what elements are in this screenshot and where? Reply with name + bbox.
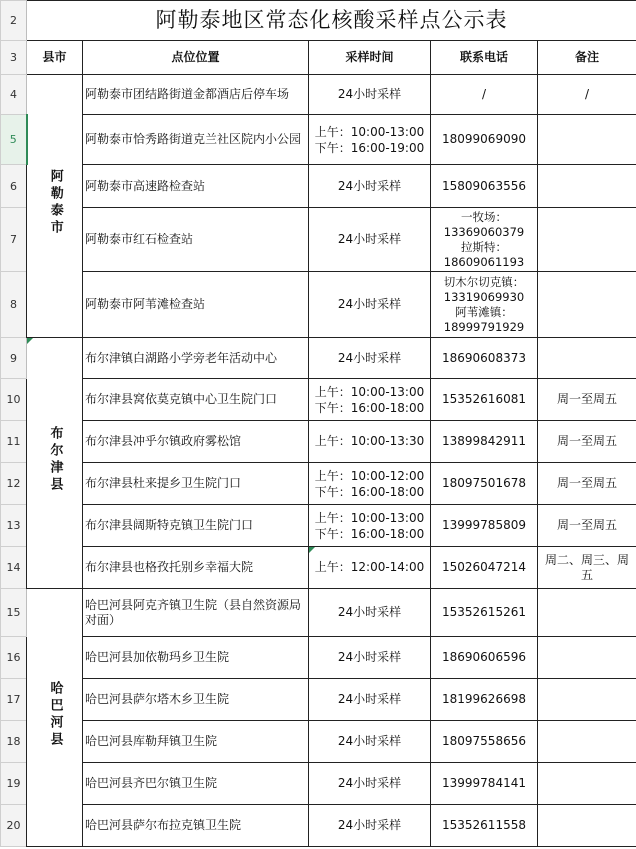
time-pm: 下午：16:00-18:00 xyxy=(314,484,425,499)
county-name: 哈巴河县 xyxy=(47,680,63,749)
location-cell[interactable]: 布尔津县窝依莫克镇中心卫生院门口 xyxy=(83,379,309,421)
table-row xyxy=(1,547,636,589)
table-row xyxy=(1,721,636,763)
header-remark[interactable]: 备注 xyxy=(538,41,636,75)
table-row xyxy=(1,165,636,208)
row-number[interactable]: 12 xyxy=(1,463,27,505)
location-cell[interactable]: 布尔津县冲乎尔镇政府雾松馆 xyxy=(83,421,309,463)
phone-line: 18609061193 xyxy=(443,254,525,269)
phone-line: 一牧场： xyxy=(461,209,507,224)
remark-cell[interactable] xyxy=(538,589,636,637)
time-cell[interactable]: 上午：12:00-14:00 xyxy=(309,547,431,589)
table-title[interactable]: 阿勒泰地区常态化核酸采样点公示表 xyxy=(27,1,636,41)
table-row xyxy=(1,421,636,463)
row-number[interactable]: 11 xyxy=(1,421,27,463)
time-pm: 下午：16:00-18:00 xyxy=(314,400,425,415)
row-number[interactable]: 8 xyxy=(1,272,27,338)
table-row xyxy=(1,679,636,721)
phone-cell[interactable]: 18097558656 xyxy=(431,721,538,763)
location-cell[interactable]: 阿勒泰市阿苇滩检查站 xyxy=(83,272,309,338)
remark-cell[interactable] xyxy=(538,721,636,763)
phone-line: 切木尔切克镇： xyxy=(443,274,525,289)
remark-cell[interactable] xyxy=(538,679,636,721)
phone-line: 拉斯特： xyxy=(461,239,507,254)
remark-cell[interactable] xyxy=(538,208,636,272)
phone-cell[interactable]: 18099069090 xyxy=(431,115,538,165)
time-cell[interactable]: 24小时采样 xyxy=(309,721,431,763)
header-row xyxy=(1,41,636,75)
phone-line: 13369060379 xyxy=(443,224,525,239)
time-cell[interactable]: 24小时采样 xyxy=(309,338,431,379)
time-cell[interactable]: 24小时采样 xyxy=(309,75,431,115)
time-am: 上午：10:00-12:00 xyxy=(314,468,425,483)
phone-cell[interactable]: 13899842911 xyxy=(431,421,538,463)
phone-cell[interactable]: / xyxy=(431,75,538,115)
time-cell[interactable]: 24小时采样 xyxy=(309,805,431,847)
remark-cell[interactable]: 周一至周五 xyxy=(538,505,636,547)
row-number[interactable]: 3 xyxy=(1,41,27,75)
phone-line: 阿苇滩镇： xyxy=(455,304,513,319)
location-cell[interactable]: 哈巴河县萨尔塔木乡卫生院 xyxy=(83,679,309,721)
header-location[interactable]: 点位位置 xyxy=(83,41,309,75)
table-row xyxy=(1,75,636,115)
table-row xyxy=(1,505,636,547)
row-number[interactable]: 4 xyxy=(1,75,27,115)
row-number[interactable]: 17 xyxy=(1,679,27,721)
phone-cell[interactable]: 18199626698 xyxy=(431,679,538,721)
location-cell[interactable]: 阿勒泰市红石检查站 xyxy=(83,208,309,272)
row-number[interactable]: 7 xyxy=(1,208,27,272)
county-name: 阿勒泰市 xyxy=(47,169,63,237)
phone-cell[interactable]: 18690606596 xyxy=(431,637,538,679)
header-phone[interactable]: 联系电话 xyxy=(431,41,538,75)
time-pm: 下午：16:00-18:00 xyxy=(314,526,425,541)
phone-cell[interactable] xyxy=(431,208,538,272)
location-cell[interactable]: 布尔津镇白湖路小学旁老年活动中心 xyxy=(83,338,309,379)
row-number[interactable]: 5 xyxy=(1,115,27,165)
row-number[interactable]: 20 xyxy=(1,805,27,847)
location-cell[interactable]: 哈巴河县阿克齐镇卫生院（县自然资源局对面） xyxy=(83,589,309,637)
location-cell[interactable]: 布尔津县阔斯特克镇卫生院门口 xyxy=(83,505,309,547)
time-cell[interactable]: 24小时采样 xyxy=(309,763,431,805)
remark-cell[interactable]: / xyxy=(538,75,636,115)
row-number[interactable]: 14 xyxy=(1,547,27,589)
time-cell[interactable]: 24小时采样 xyxy=(309,637,431,679)
table-row xyxy=(1,115,636,165)
phone-line: 18999791929 xyxy=(443,319,525,334)
remark-cell[interactable] xyxy=(538,637,636,679)
time-am: 上午：10:00-13:00 xyxy=(314,384,425,399)
time-cell[interactable]: 上午：10:00-13:30 xyxy=(309,421,431,463)
phone-cell[interactable]: 15809063556 xyxy=(431,165,538,208)
remark-cell[interactable] xyxy=(538,763,636,805)
location-cell[interactable]: 哈巴河县库勒拜镇卫生院 xyxy=(83,721,309,763)
location-cell[interactable]: 阿勒泰市恰秀路街道克兰社区院内小公园 xyxy=(83,115,309,165)
location-cell[interactable]: 哈巴河县齐巴尔镇卫生院 xyxy=(83,763,309,805)
row-number[interactable]: 10 xyxy=(1,379,27,421)
location-cell[interactable]: 哈巴河县萨尔布拉克镇卫生院 xyxy=(83,805,309,847)
remark-cell[interactable] xyxy=(538,165,636,208)
title-row xyxy=(1,1,636,41)
location-cell[interactable]: 阿勒泰市团结路街道金都酒店后停车场 xyxy=(83,75,309,115)
phone-cell[interactable]: 18690608373 xyxy=(431,338,538,379)
row-number[interactable]: 9 xyxy=(1,338,27,379)
remark-cell[interactable]: 周一至周五 xyxy=(538,379,636,421)
time-pm: 下午：16:00-19:00 xyxy=(314,140,425,155)
phone-cell[interactable]: 15352615261 xyxy=(431,589,538,637)
time-cell[interactable]: 24小时采样 xyxy=(309,679,431,721)
location-cell[interactable]: 布尔津县杜来提乡卫生院门口 xyxy=(83,463,309,505)
county-cell-burqin[interactable] xyxy=(27,338,83,589)
time-cell[interactable] xyxy=(309,463,431,505)
table-row xyxy=(1,763,636,805)
row-number[interactable]: 6 xyxy=(1,165,27,208)
remark-cell[interactable] xyxy=(538,805,636,847)
county-cell-altay[interactable] xyxy=(27,75,83,338)
table-row xyxy=(1,379,636,421)
phone-cell[interactable]: 18097501678 xyxy=(431,463,538,505)
time-am: 上午：10:00-13:00 xyxy=(314,124,425,139)
location-cell[interactable]: 阿勒泰市高速路检查站 xyxy=(83,165,309,208)
row-number[interactable]: 16 xyxy=(1,637,27,679)
table-row xyxy=(1,272,636,338)
time-cell[interactable]: 24小时采样 xyxy=(309,589,431,637)
time-am: 上午：10:00-13:00 xyxy=(314,510,425,525)
phone-cell[interactable]: 13999784141 xyxy=(431,763,538,805)
remark-cell[interactable] xyxy=(538,272,636,338)
table-row xyxy=(1,637,636,679)
location-cell[interactable]: 哈巴河县加依勒玛乡卫生院 xyxy=(83,637,309,679)
row-number[interactable]: 13 xyxy=(1,505,27,547)
row-number[interactable]: 2 xyxy=(1,1,27,41)
table-row xyxy=(1,208,636,272)
phone-cell[interactable] xyxy=(431,272,538,338)
time-cell[interactable]: 24小时采样 xyxy=(309,272,431,338)
time-cell[interactable] xyxy=(309,505,431,547)
time-cell[interactable] xyxy=(309,115,431,165)
row-number[interactable]: 18 xyxy=(1,721,27,763)
row-number[interactable]: 15 xyxy=(1,589,27,637)
location-cell[interactable]: 布尔津县也格孜托别乡幸福大院 xyxy=(83,547,309,589)
table-row xyxy=(1,805,636,847)
phone-line: 13319069930 xyxy=(443,289,525,304)
remark-cell[interactable]: 周一至周五 xyxy=(538,463,636,505)
remark-cell[interactable] xyxy=(538,115,636,165)
county-cell-habahe[interactable] xyxy=(27,589,83,847)
phone-cell[interactable]: 13999785809 xyxy=(431,505,538,547)
remark-cell[interactable]: 周二、周三、周五 xyxy=(538,547,636,589)
phone-cell[interactable]: 15026047214 xyxy=(431,547,538,589)
county-name: 布尔津县 xyxy=(47,426,63,494)
phone-cell[interactable]: 15352616081 xyxy=(431,379,538,421)
time-cell[interactable]: 24小时采样 xyxy=(309,208,431,272)
remark-cell[interactable]: 周一至周五 xyxy=(538,421,636,463)
table-row xyxy=(1,338,636,379)
time-cell[interactable] xyxy=(309,379,431,421)
remark-cell[interactable] xyxy=(538,338,636,379)
table-row xyxy=(1,589,636,637)
table-row xyxy=(1,463,636,505)
header-time[interactable]: 采样时间 xyxy=(309,41,431,75)
time-cell[interactable]: 24小时采样 xyxy=(309,165,431,208)
row-number[interactable]: 19 xyxy=(1,763,27,805)
phone-cell[interactable]: 15352611558 xyxy=(431,805,538,847)
header-county[interactable]: 县市 xyxy=(27,41,83,75)
